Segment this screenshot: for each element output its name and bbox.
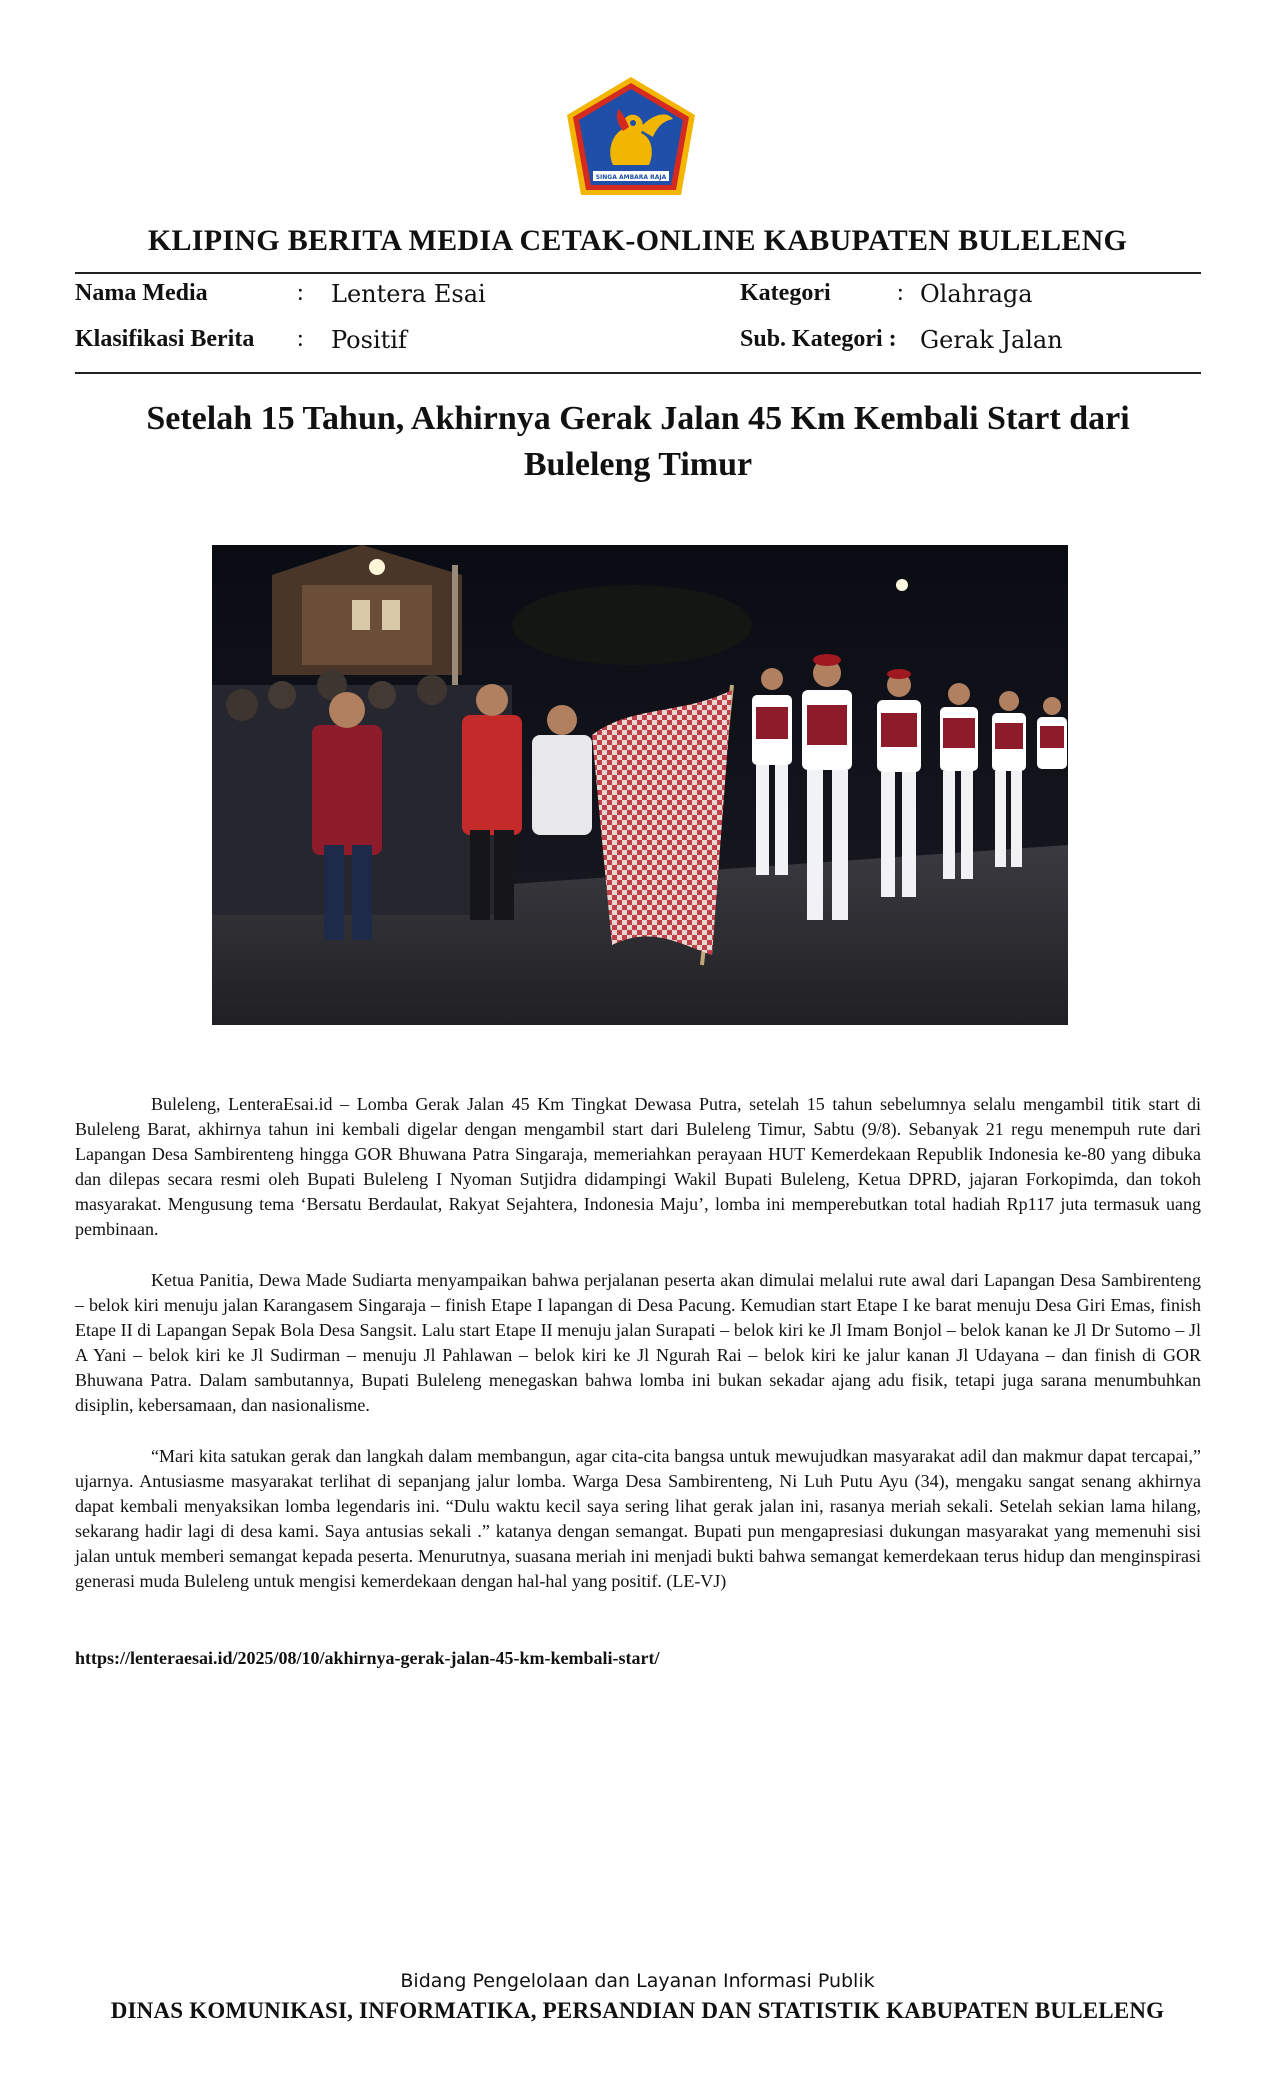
meta-row-media [75, 280, 1201, 320]
media-label: Nama Media [75, 280, 208, 306]
klasifikasi-colon: : [297, 326, 304, 352]
divider-top [75, 272, 1201, 274]
source-url-link[interactable]: https://lenteraesai.id/2025/08/10/akhirnya-gerak-jalan-45-km-kembali-start/ [75, 1648, 660, 1668]
buleleng-emblem-logo [563, 75, 699, 201]
media-colon: : [297, 280, 304, 306]
article-paragraph: “Mari kita satukan gerak dan langkah dalam membangun, agar cita-cita bangsa untuk mewujudkan masyarakat adil dan makmur dapat tercapai,” ujarnya. Antusiasme masyarakat terlihat di sepanjang jalur lomba. Warga Desa Sambirenteng, Ni Luh Putu Ayu (34), mengaku sangat senang akhirnya dapat kembali menyaksikan lomba legendaris ini. “Dulu waktu kecil saya sering lihat gerak jalan ini, rasanya meriah sekali. Setelah sekian lama hilang, sekarang hadir lagi di desa kami. Saya antusias sekali .” katanya dengan semangat. Bupati pun mengapresiasi dukungan masyarakat yang memenuhi sisi jalan untuk memberi semangat kepada peserta. Menurutnya, suasana meriah ini menjadi bukti bahwa semangat kemerdekaan terus hidup dan menginspirasi generasi muda Buleleng untuk mengisi kemerdekaan dengan hal-hal yang positif. (LE-VJ) [75, 1446, 1201, 1591]
clipping-title: KLIPING BERITA MEDIA CETAK-ONLINE KABUPATEN BULELENG [147, 224, 1128, 257]
footer-agency: DINAS KOMUNIKASI, INFORMATIKA, PERSANDIAN DAN STATISTIK KABUPATEN BULELENG [110, 1998, 1165, 2023]
divider-bottom [75, 372, 1201, 374]
article-paragraph: Buleleng, LenteraEsai.id – Lomba Gerak Jalan 45 Km Tingkat Dewasa Putra, setelah 15 tahun sebelumnya selalu mengambil titik start di Buleleng Barat, akhirnya tahun ini kembali digelar dengan mengambil start dari Buleleng Timur, Sabtu (9/8). Sebanyak 21 regu menempuh rute dari Lapangan Desa Sambirenteng hingga GOR Bhuwana Patra Singaraja, memeriahkan perayaan HUT Kemerdekaan Republik Indonesia ke-80 yang dibuka dan dilepas secara resmi oleh Bupati Buleleng I Nyoman Sutjidra didampingi Wakil Bupati Buleleng, Ketua DPRD, jajaran Forkopimda, dan tokoh masyarakat. Mengusung tema ‘Bersatu Berdaulat, Rakyat Sejahtera, Indonesia Maju’, lomba ini memperebutkan total hadiah Rp117 juta termasuk uang pembinaan. [75, 1094, 1201, 1239]
subkategori-label: Sub. Kategori : [740, 326, 897, 352]
footer-department: Bidang Pengelolaan dan Layanan Informasi Publik [400, 1970, 875, 1992]
kategori-label: Kategori [740, 280, 831, 306]
article-paragraph: Ketua Panitia, Dewa Made Sudiarta menyampaikan bahwa perjalanan peserta akan dimulai melalui rute awal dari Lapangan Desa Sambirenteng – belok kiri menuju jalan Karangasem Singaraja – finish Etape I lapangan di Desa Pacung. Kemudian start Etape I ke barat menuju Desa Giri Emas, finish Etape II di Lapangan Sepak Bola Desa Sangsit. Lalu start Etape II menuju jalan Surapati – belok kiri ke Jl Imam Bonjol – belok kanan ke Jl Dr Sutomo – Jl A Yani – belok kiri ke Jl Sudirman – menuju Jl Pahlawan – belok kiri ke Jl Ngurah Rai – belok kiri ke jalur kanan Jl Udayana – dan finish di GOR Bhuwana Patra. Dalam sambutannya, Bupati Buleleng menegaskan bahwa lomba ini bukan sekadar ajang adu fisik, tetapi juga sarana menumbuhkan disiplin, kebersamaan, dan nasionalisme. [75, 1270, 1201, 1415]
news-photo [212, 545, 1068, 1025]
article-body [75, 1092, 1201, 1620]
kategori-colon: : [897, 280, 904, 306]
logo-motto-text: SINGA AMBARA RAJA [595, 174, 667, 181]
klasifikasi-value: Positif [331, 326, 407, 354]
media-value: Lentera Esai [331, 280, 486, 308]
kategori-value: Olahraga [920, 280, 1033, 308]
subkategori-value: Gerak Jalan [920, 326, 1063, 354]
meta-row-klasifikasi [75, 326, 1201, 366]
klasifikasi-label: Klasifikasi Berita [75, 326, 255, 352]
article-headline: Setelah 15 Tahun, Akhirnya Gerak Jalan 45 Km Kembali Start dari Buleleng Timur [146, 400, 1130, 483]
